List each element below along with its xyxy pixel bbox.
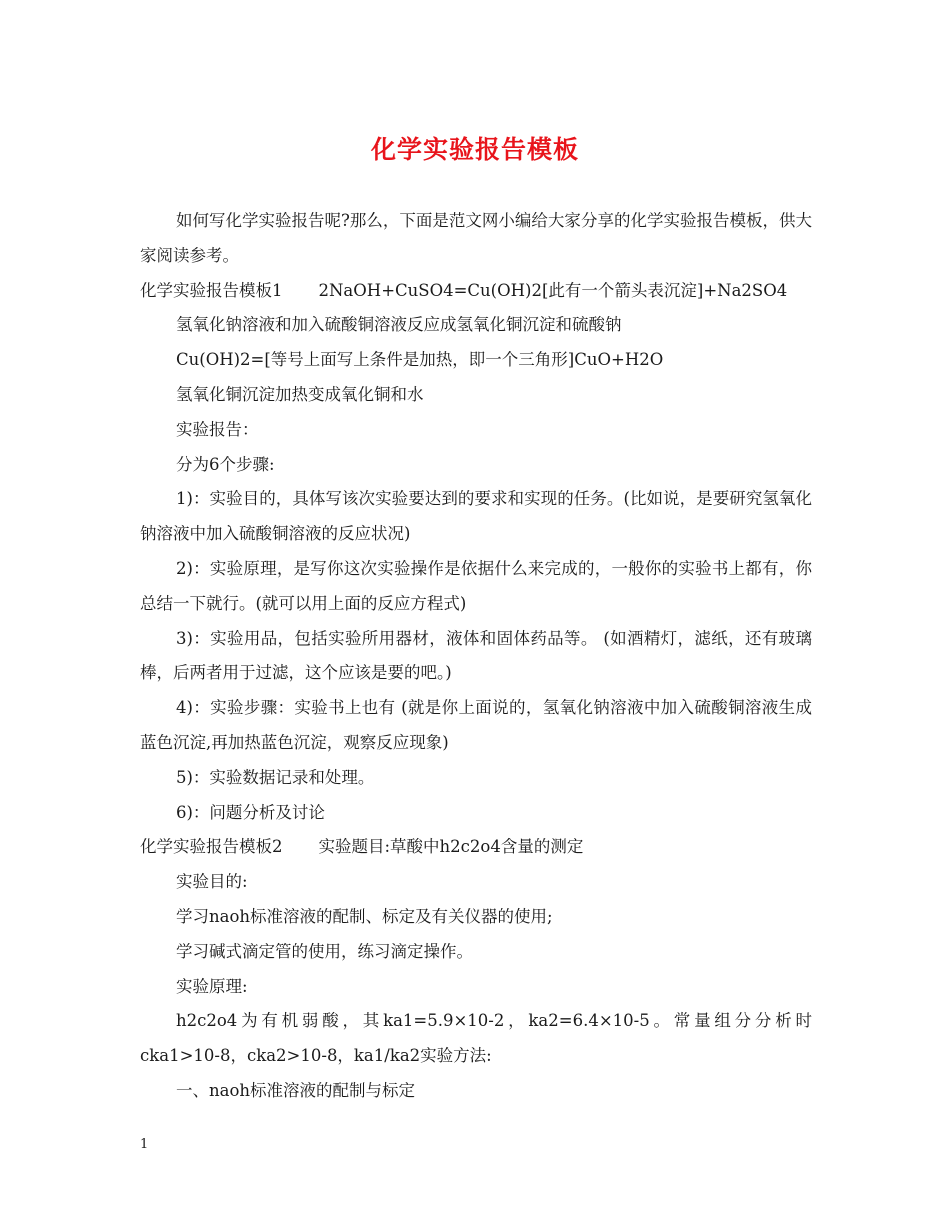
step-5: 5)：实验数据记录和处理。 — [176, 767, 375, 787]
step-3: 3)：实验用品，包括实验所用器材，液体和固体药品等。 (如酒精灯，滤纸，还有玻璃棒，后两者用于过滤，这个应该是要的吧。) — [140, 628, 812, 683]
step-6: 6)：问题分析及讨论 — [176, 802, 325, 822]
principle-label: 实验原理: — [176, 976, 248, 996]
document-body — [140, 204, 812, 1109]
template1-equation1: 2NaOH+CuSO4=Cu(OH)2[此有一个箭头表沉淀]+Na2SO4 — [318, 280, 788, 300]
method-1: 一、naoh标准溶液的配制与标定 — [176, 1080, 416, 1100]
template1-equation2: Cu(OH)2=[等号上面写上条件是加热，即一个三角形]CuO+H2O — [176, 350, 664, 370]
template1-desc2: 氢氧化铜沉淀加热变成氧化铜和水 — [176, 384, 424, 404]
template2-heading: 化学实验报告模板2 — [140, 837, 283, 857]
document-title: 化学实验报告模板 — [370, 135, 579, 164]
intro-paragraph: 如何写化学实验报告呢?那么，下面是范文网小编给大家分享的化学实验报告模板，供大家阅读参考。 — [140, 211, 812, 265]
template2-line — [140, 830, 812, 865]
step-2: 2)：实验原理，是写你这次实验操作是依据什么来完成的，一般你的实验书上都有，你总结一下就行。(就可以用上面的反应方程式) — [140, 558, 812, 613]
steps-intro: 分为6个步骤: — [176, 454, 275, 474]
template1-desc1: 氢氧化钠溶液和加入硫酸铜溶液反应成氢氧化铜沉淀和硫酸钠 — [176, 315, 622, 335]
purpose-label: 实验目的: — [176, 872, 248, 892]
template2-subject: 实验题目:草酸中h2c2o4含量的测定 — [318, 837, 584, 857]
template1-line — [140, 274, 812, 309]
purpose-1: 学习naoh标准溶液的配制、标定及有关仪器的使用; — [176, 906, 553, 926]
report-label: 实验报告： — [176, 419, 259, 439]
principle-text: h2c2o4为有机弱酸，其ka1=5.9×10-2，ka2=6.4×10-5。常量组分分析时cka1>10-8，cka2>10-8，ka1/ka2实验方法: — [140, 1011, 812, 1066]
step-1: 1)：实验目的，具体写该次实验要达到的要求和实现的任务。(比如说，是要研究氢氧化钠溶液中加入硫酸铜溶液的反应状况) — [140, 489, 812, 544]
template1-heading: 化学实验报告模板1 — [140, 280, 283, 300]
purpose-2: 学习碱式滴定管的使用，练习滴定操作。 — [176, 941, 473, 961]
step-4: 4)：实验步骤：实验书上也有 (就是你上面说的，氢氧化钠溶液中加入硫酸铜溶液生成蓝色沉淀,再加热蓝色沉淀，观察反应现象) — [140, 698, 812, 752]
page-number: 1 — [140, 1137, 149, 1152]
